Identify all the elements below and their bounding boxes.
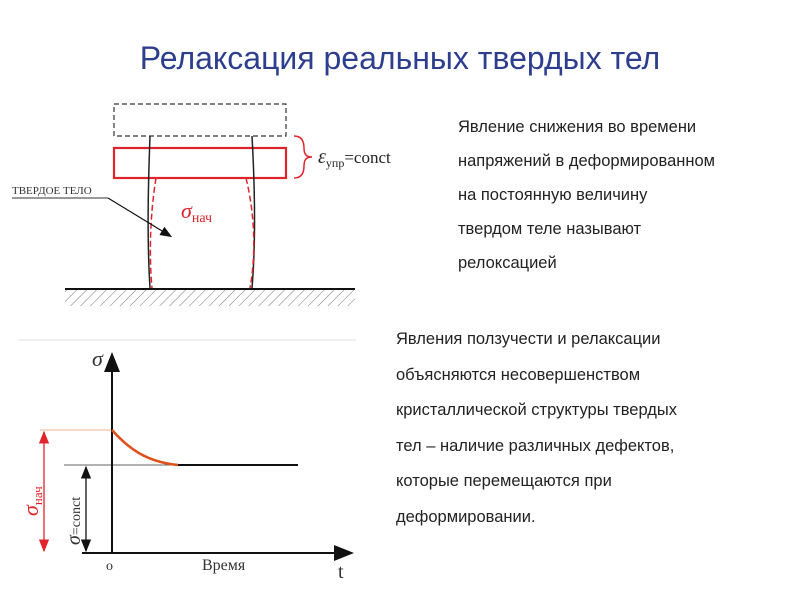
red-loaded-plate [114, 148, 286, 178]
text-line: Явление снижения во времени [458, 118, 697, 136]
page-title: Релаксация реальных твердых тел [139, 40, 661, 76]
body-left-deformed [150, 178, 156, 288]
body-right-deformed [246, 178, 254, 288]
dashed-original-plate [114, 104, 286, 136]
strain-brace [294, 136, 312, 178]
x-axis-caption: Время [202, 557, 246, 574]
text-line: которые перемещаются при [396, 472, 612, 490]
sigma-const-axis-label: σ=conct [63, 496, 85, 545]
relaxation-curve [112, 430, 178, 465]
text-line: кристаллической структуры твердых [396, 401, 678, 419]
text-line: тел – наличие различных дефектов, [396, 436, 675, 455]
body-left-edge [148, 136, 150, 288]
creep-explanation-text [396, 322, 776, 535]
origin-label: o [106, 559, 113, 574]
text-line: Явления ползучести и релаксации [396, 330, 661, 348]
y-axis-label: σ [92, 346, 103, 371]
relaxation-graph [18, 340, 356, 583]
text-line: твердом теле называют [458, 220, 642, 238]
text-line: деформировании. [396, 507, 536, 526]
x-axis-label: t [338, 561, 344, 583]
ground-hatch [65, 290, 355, 306]
text-line: релоксацией [458, 254, 557, 272]
text-line: напряжений в деформированном [458, 152, 715, 170]
text-line: объясняются несовершенством [396, 365, 641, 384]
solid-label: ТВЕРДОЕ ТЕЛО [12, 185, 92, 197]
text-line: на постоянную величину [458, 186, 648, 204]
solid-body-diagram [12, 104, 391, 306]
sigma-initial-label: σнач [181, 198, 213, 226]
sigma-initial-axis-label: $\sigma_{нач}$ [18, 486, 45, 516]
body-right-edge [252, 136, 255, 288]
epsilon-label: $\varepsilon_{упр}=conct$ [318, 146, 391, 170]
relaxation-definition-text [458, 110, 788, 280]
solid-label-pointer [108, 198, 167, 234]
